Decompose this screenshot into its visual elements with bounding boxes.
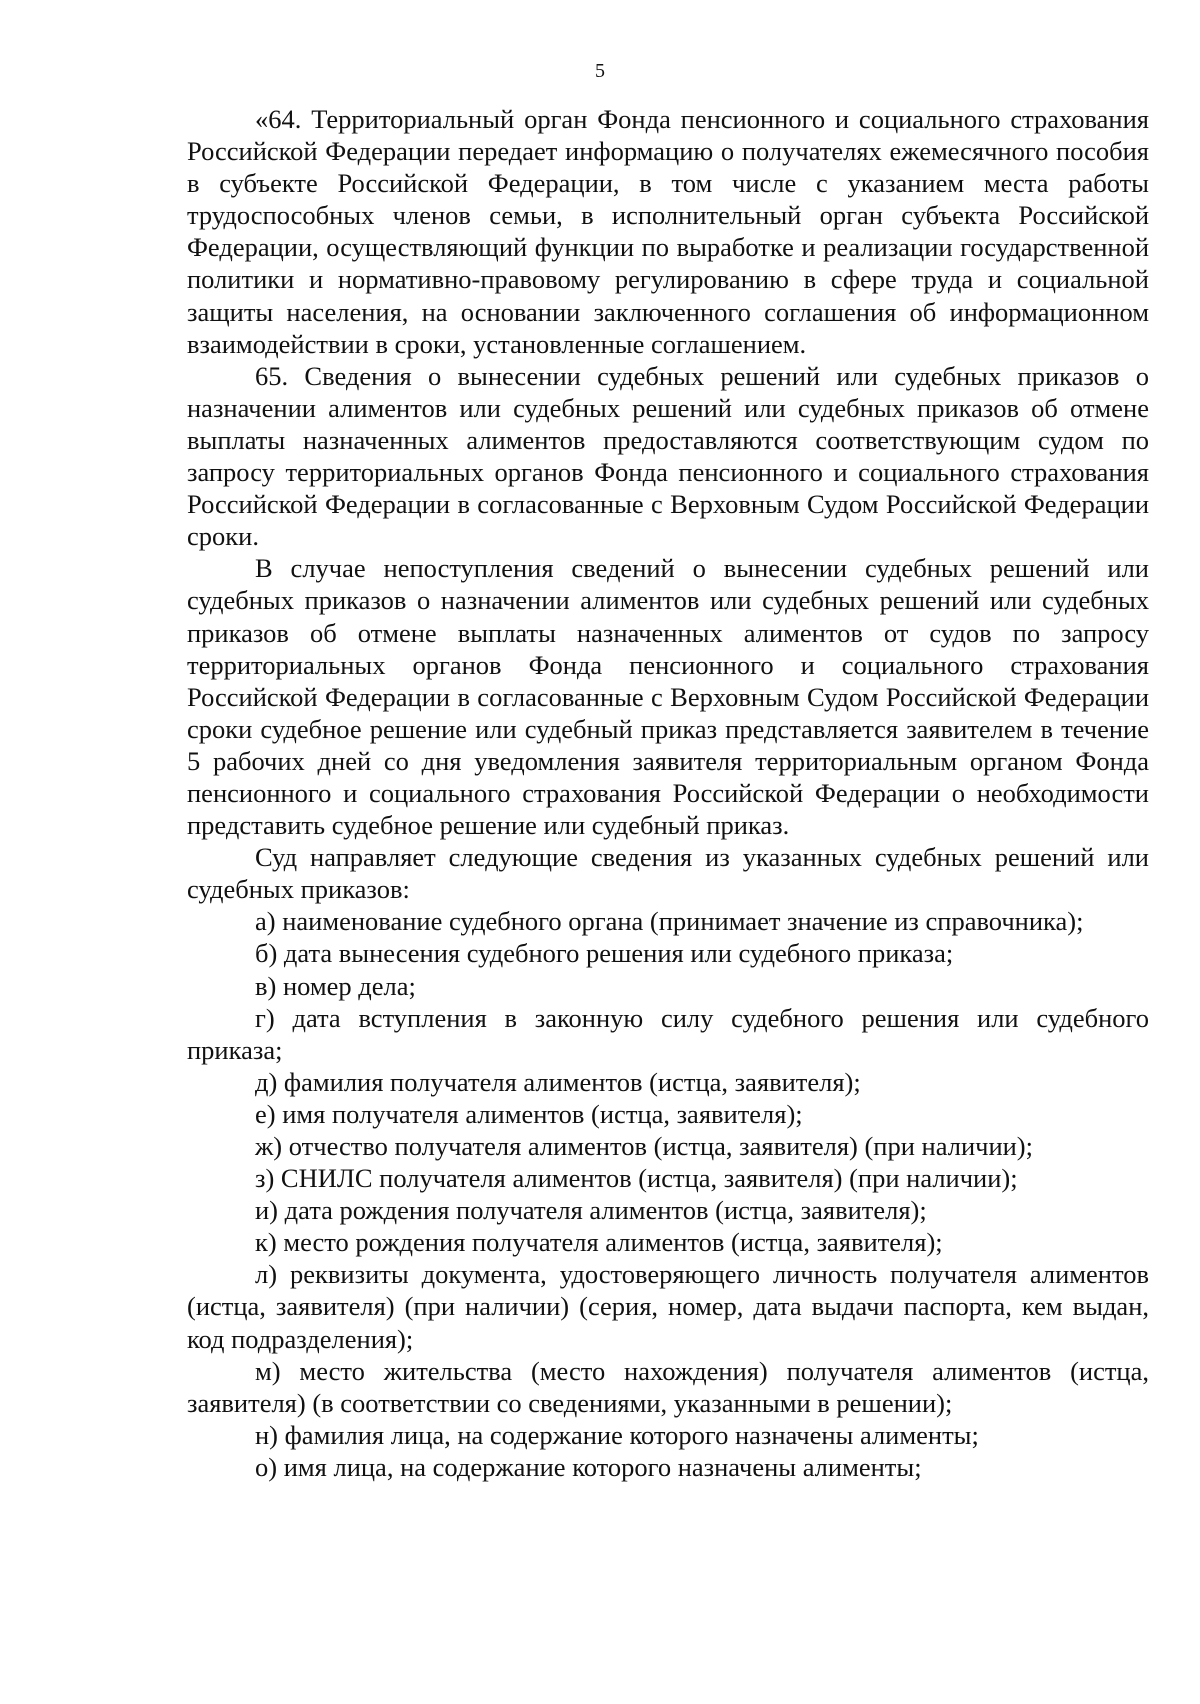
paragraph-nonreceipt: В случае непоступления сведений о вынесении судебных решений или судебных приказов о назначении алиментов или судебных решений или судебных приказов об отмене выплаты назначенных алиментов от судов по запросу территориальных органов Фонда пенсионного и социального страхования Российской Федерации в согласованные с Верховным Судом Российской Федерации сроки судебное решение или судебный приказ представляется заявителем в течение 5 рабочих дней со дня уведомления заявителя территориальным органом Фонда пенсионного и социального страхования Российской Федерации о необходимости представить судебное решение или судебный приказ. bbox=[187, 553, 1149, 841]
list-item-n: н) фамилия лица, на содержание которого назначены алименты; bbox=[255, 1419, 979, 1450]
paragraph-64: «64. Территориальный орган Фонда пенсионного и социального страхования Российской Федерации передает информацию о получателях ежемесячного пособия в субъекте Российской Федерации, в том числе с указанием места работы трудоспособных членов семьи, в исполнительный орган субъекта Российской Федерации, осуществляющий функции по выработке и реализации государственной политики и нормативно-правовому регулированию в сфере труда и социальной защиты населения, на основании заключенного соглашения об информационном взаимодействии в сроки, установленные соглашением. bbox=[187, 104, 1149, 359]
list-item-v: в) номер дела; bbox=[255, 970, 416, 1001]
list-item-d: д) фамилия получателя алиментов (истца, заявителя); bbox=[255, 1066, 861, 1097]
paragraph-court-sends: Суд направляет следующие сведения из указанных судебных решений или судебных приказов: bbox=[187, 842, 1149, 905]
list-item-e: е) имя получателя алиментов (истца, заявителя); bbox=[255, 1098, 803, 1129]
list-item-k: к) место рождения получателя алиментов (истца, заявителя); bbox=[255, 1227, 943, 1258]
list-item-b: б) дата вынесения судебного решения или судебного приказа; bbox=[255, 938, 954, 969]
document-body bbox=[187, 103, 1149, 1483]
list-item-i: и) дата рождения получателя алиментов (истца, заявителя); bbox=[255, 1195, 927, 1226]
page-number: 5 bbox=[595, 60, 605, 82]
list-item-o: о) имя лица, на содержание которого назначены алименты; bbox=[255, 1451, 922, 1482]
list-item-zh: ж) отчество получателя алиментов (истца, заявителя) (при наличии); bbox=[255, 1131, 1033, 1161]
list-item-a: а) наименование судебного органа (принимает значение из справочника); bbox=[255, 906, 1084, 937]
list-item-g: г) дата вступления в законную силу судебного решения или судебного приказа; bbox=[187, 1002, 1149, 1065]
list-item-l: л) реквизиты документа, удостоверяющего личность получателя алиментов (истца, заявителя) (при наличии) (серия, номер, дата выдачи паспорта, кем выдан, код подразделения); bbox=[187, 1259, 1149, 1354]
paragraph-65: 65. Сведения о вынесении судебных решений или судебных приказов о назначении алиментов или судебных решений или судебных приказов об отмене выплаты назначенных алиментов предоставляются соответствующим судом по запросу территориальных органов Фонда пенсионного и социального страхования Российской Федерации в согласованные с Верховным Судом Российской Федерации сроки. bbox=[187, 360, 1149, 552]
list-item-m: м) место жительства (место нахождения) получателя алиментов (истца, заявителя) (в соответствии со сведениями, указанными в решении); bbox=[187, 1355, 1149, 1418]
list-item-z: з) СНИЛС получателя алиментов (истца, заявителя) (при наличии); bbox=[255, 1163, 1018, 1194]
